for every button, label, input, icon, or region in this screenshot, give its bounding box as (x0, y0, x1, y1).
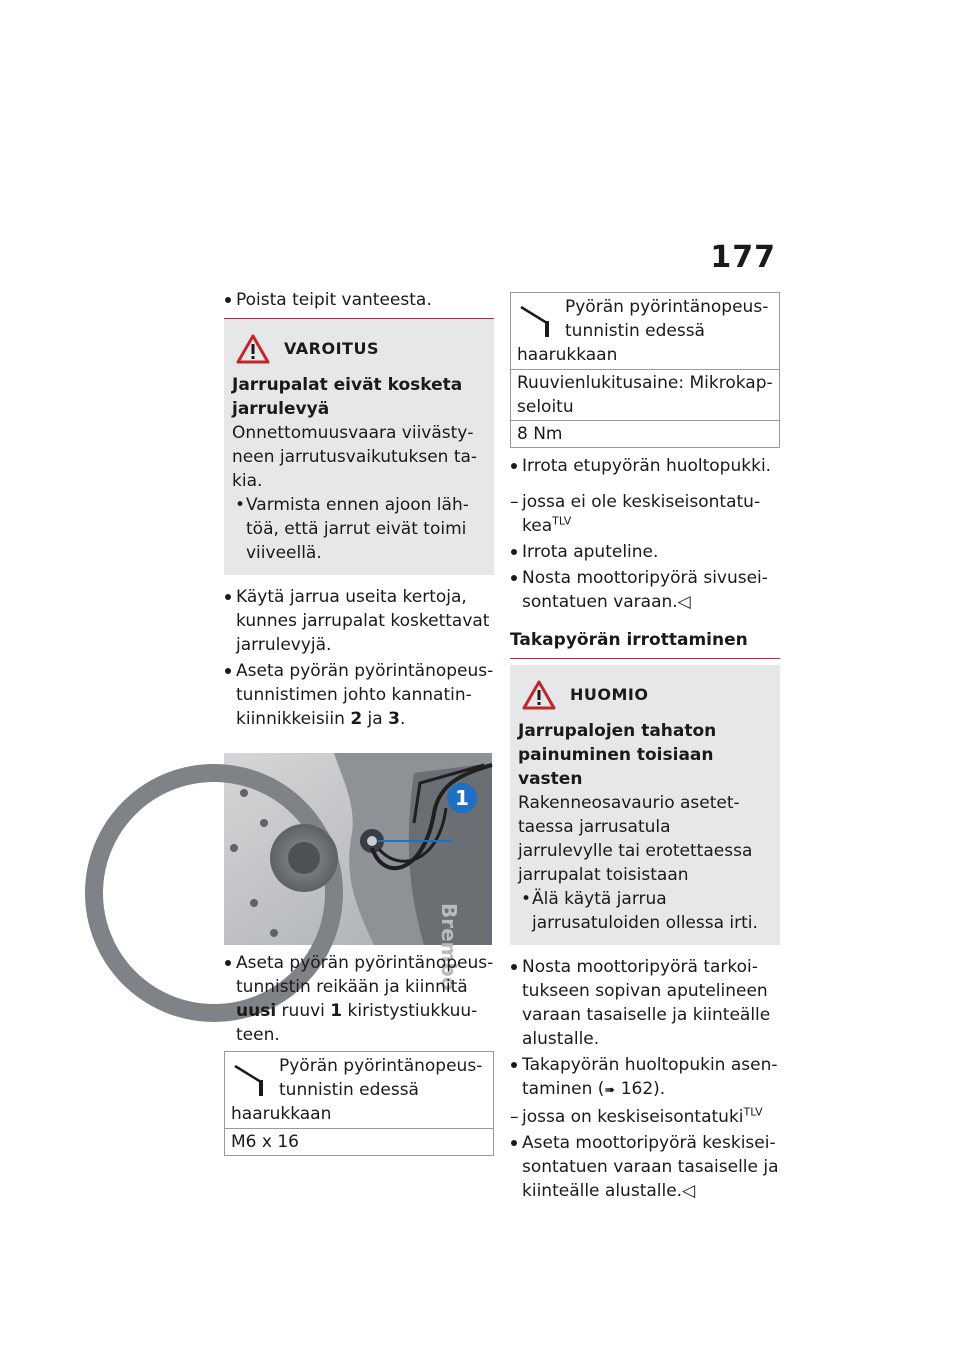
tlv-superscript: TLV (743, 1105, 763, 1119)
warning-triangle-icon (236, 334, 270, 364)
warning-header (232, 335, 480, 363)
bullet-side-stand: Nosta moottoripyörä sivuseisontatuen varaan.◁ (510, 566, 780, 614)
spec-header-left-text: Pyörän pyörintänopeustunnistin edessä haarukkaan (231, 1056, 483, 1124)
dash-no-centerstand-text: jossa ei ole keskiseisontatukea (522, 492, 761, 536)
wrench-icon (517, 299, 557, 339)
bullet-rear-stand-install (510, 1053, 780, 1103)
spec-row-threadlock: Ruuvienlukitusaine: Mikrokapseloitu (511, 369, 779, 420)
dash-mark: – (510, 1107, 519, 1127)
dash-with-centerstand (510, 1105, 780, 1129)
spec-table-left (224, 1051, 494, 1156)
warning-triangle-icon (522, 680, 556, 710)
spec-header-right-text: Pyörän pyörintänopeustunnistin edessä haarukkaan (517, 297, 769, 365)
spec-header-left (225, 1052, 493, 1128)
section-title-rear-wheel: Takapyörän irrottaminen (510, 628, 780, 659)
bullet-lift-on-stand: Nosta moottoripyörä tarkoitukseen sopivan aputelineen varaan tasaiselle ja kiinteälle alustalle. (510, 955, 780, 1051)
wrench-icon (231, 1058, 271, 1098)
warning-title: Jarrupalat eivät kosketa jarrulevyä (232, 375, 463, 419)
dash-mark: – (510, 492, 519, 512)
svg-text:Brembo: Brembo (437, 903, 461, 991)
warning-text: Onnettomuusvaara viivästyneen jarrutusvaikutuksen takia. (232, 423, 478, 491)
bullet-route-cable (224, 659, 494, 731)
photo-callout-label: 1 (455, 786, 469, 810)
warning-instruction: • Varmista ennen ajoon lähtöä, että jarrut eivät toimi viiveellä. (232, 493, 480, 565)
spec-table-right (510, 292, 780, 448)
ref-3: 3 (388, 709, 400, 729)
notice-label: HUOMIO (570, 685, 649, 704)
ref-1: 1 (330, 1001, 343, 1021)
bullet-center-stand: Aseta moottoripyörä keskiseisontatuen varaan tasaiselle ja kiinteälle alustalle.◁ (510, 1131, 780, 1203)
bullet-remove-front-stand: Irrota etupyörän huoltopukki. (510, 454, 780, 478)
notice-header (518, 681, 766, 709)
right-column (510, 292, 780, 1205)
dash-with-centerstand-text: jossa on keskiseisontatuki (522, 1107, 744, 1127)
bullet-fit-sensor-text: Aseta pyörän pyörintänopeustunnistin reikään ja kiinnitä (236, 953, 494, 997)
dash-no-centerstand (510, 490, 780, 538)
ref-2: 2 (350, 709, 363, 729)
bullet-use-brake: Käytä jarrua useita kertoja, kunnes jarrupalat koskettavat jarrulevyjä. (224, 585, 494, 657)
spec-value-left: M6 x 16 (225, 1128, 493, 1155)
spec-header-right (511, 293, 779, 369)
new-word: uusi (236, 1001, 277, 1021)
spec-row-torque: 8 Nm (511, 420, 779, 447)
page-number: 177 (710, 240, 776, 275)
bullet-fit-sensor (224, 951, 494, 1047)
page-ref-link[interactable]: 162). (615, 1079, 666, 1099)
bullet-fit-sensor-end: kiristystiukkuuteen. (236, 1001, 478, 1045)
bullet-remove-aux-stand: Irrota aputeline. (510, 540, 780, 564)
page-ref-arrow-icon: ➠ (604, 1083, 616, 1098)
notice-text: Rakenneosavaurio asetettaessa jarrusatula jarrulevylle tai erotettaessa jarrupalat toisistaan (518, 793, 753, 885)
bullet-rear-stand-text: Takapyörän huoltopukin asentaminen ( (522, 1055, 778, 1099)
bullet-fit-sensor-mid: ruuvi (276, 1001, 331, 1021)
tlv-superscript: TLV (552, 514, 572, 528)
bullet-route-cable-text: Aseta pyörän pyörintänopeustunnistimen johto kannatinkiinnikkeisiin (236, 661, 494, 729)
notice-instruction: • Älä käytä jarrua jarrusatuloiden ollessa irti. (518, 887, 766, 935)
warning-label: VAROITUS (284, 339, 379, 358)
warning-box (224, 319, 494, 575)
left-column (224, 288, 494, 1162)
bullet-remove-tape: Poista teipit vanteesta. (224, 288, 494, 312)
photo-callout-1 (447, 783, 477, 813)
notice-title: Jarrupalojen tahaton painuminen toisiaan vasten (518, 721, 717, 789)
bullet-route-cable-and: ja (362, 709, 389, 729)
bullet-route-cable-end: . (399, 709, 406, 729)
notice-box (510, 665, 780, 945)
